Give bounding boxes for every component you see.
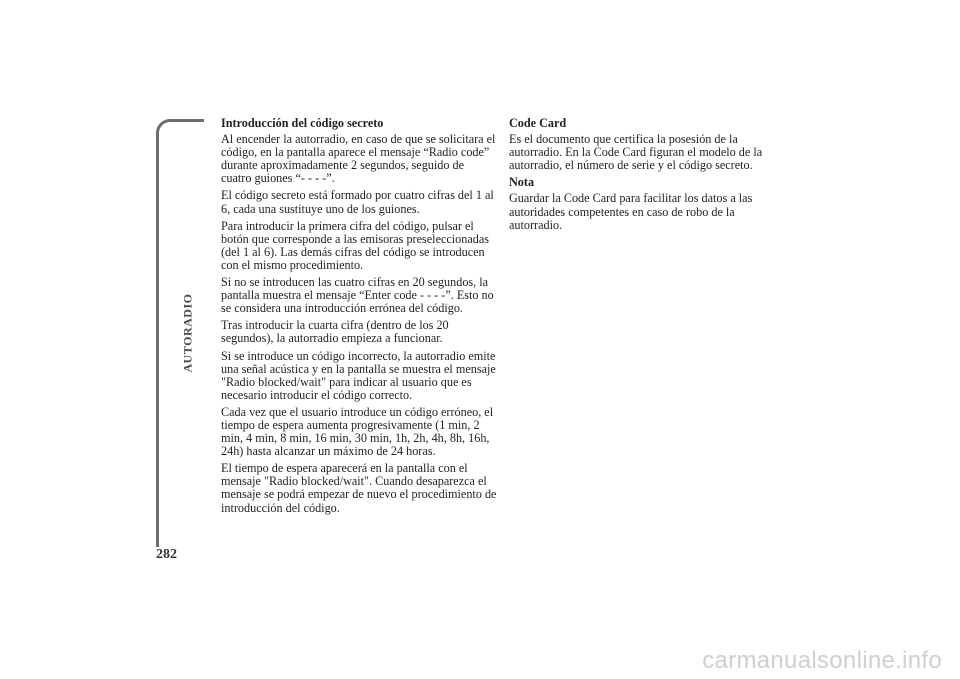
paragraph: Para introducir la primera cifra del código, pulsar el botón que corresponde a las emisoras preseleccionadas (del 1 al 6). Las demás cifras del código se introducen con el mismo procedimiento. — [221, 218, 490, 272]
paragraph: Al encender la autorradio, en caso de que se solicitara el código, en la pantalla aparece el mensaje “Radio code” durante aproximadamente 2 segundos, seguido de cuatro guiones “- - - -”. — [221, 132, 496, 186]
note-heading: Nota — [509, 175, 535, 190]
left-column — [221, 117, 497, 519]
right-column — [509, 117, 777, 236]
section-label: AUTORADIO — [180, 293, 195, 373]
code-card-heading: Code Card — [509, 116, 567, 130]
paragraph: Si no se introducen las cuatro cifras en 20 segundos, la pantalla muestra el mensaje “Enter code - - - -”. Esto no se considera una introducción errónea del código. — [221, 275, 494, 316]
paragraph: Si se introduce un código incorrecto, la autorradio emite una señal acústica y en la pantalla se muestra el mensaje "Radio blocked/wait" para indicar al usuario que es necesario introducir el código correcto. — [221, 348, 496, 402]
note-text: Guardar la Code Card para facilitar los datos a las autoridades competentes en caso de robo de la autorradio. — [509, 191, 753, 232]
paragraph: Tras introducir la cuarta cifra (dentro de los 20 segundos), la autorradio empieza a funcionar. — [221, 318, 449, 346]
page-number: 282 — [156, 547, 177, 562]
paragraph: El tiempo de espera aparecerá en la pantalla con el mensaje "Radio blocked/wait". Cuando desaparezca el mensaje se podrá empezar de nuevo el procedimiento de introducción del código. — [221, 461, 497, 515]
paragraph: Cada vez que el usuario introduce un código erróneo, el tiempo de espera aumenta progresivamente (1 min, 2 min, 4 min, 8 min, 16 min, 30 min, 1h, 2h, 4h, 8h, 16h, 24h) hasta alcanzar un máximo de 24 horas. — [221, 404, 494, 459]
paragraph: El código secreto está formado por cuatro cifras del 1 al 6, cada una sustituye uno de los guiones. — [221, 188, 494, 216]
code-entry-heading: Introducción del código secreto — [221, 116, 384, 130]
watermark: carmanualsonline.info — [702, 647, 942, 674]
code-card-text: Es el documento que certifica la posesión de la autorradio. En la Code Card figuran el modelo de la autorradio, el número de serie y el código secreto. — [509, 132, 763, 173]
